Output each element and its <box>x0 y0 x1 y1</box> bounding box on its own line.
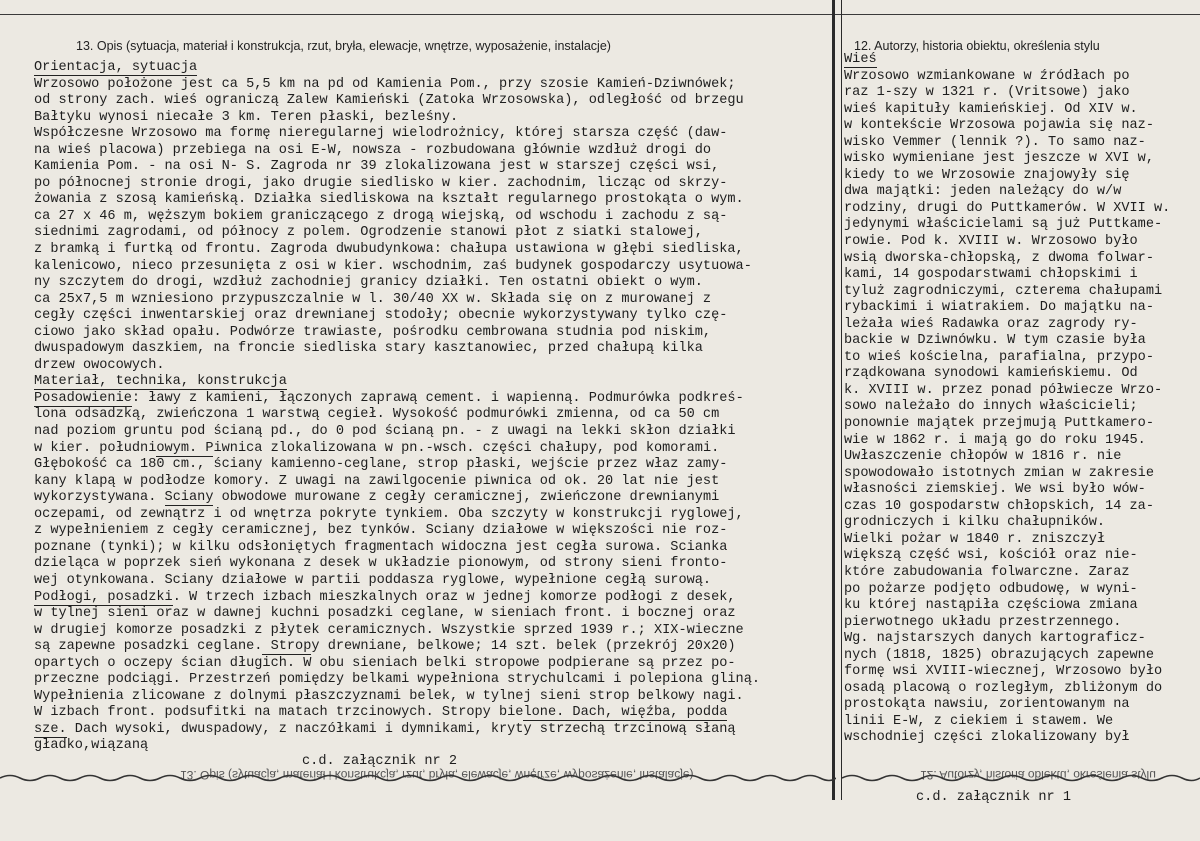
history-line: k. XVIII w. przez ponad półwiecze Wrzo- <box>844 382 1163 398</box>
history-line: wisko Vemmer (lennik ?). To samo naz- <box>844 134 1146 150</box>
history-line: Wielki pożar w 1840 r. zniszczył <box>844 531 1106 547</box>
description-line: sze. Dach wysoki, dwuspadowy, z naczółkami i dymnikami, kryty strzechą trzcinową słaną <box>34 721 736 737</box>
top-rule <box>0 14 1200 15</box>
description-line: Wrzosowo położone jest ca 5,5 km na pd od Kamienia Pom., przy szosie Kamień-Dziwnówek; <box>34 76 736 92</box>
section-12-header: 12. Autorzy, historia obiektu, określenia stylu <box>854 39 1100 53</box>
history-line: wieś kapituły kamieńskiej. Od XIV w. <box>844 101 1138 117</box>
history-line: czas 10 gospodarstw chłopskich, 14 za- <box>844 498 1154 514</box>
column-divider-thin <box>841 0 842 800</box>
description-line: Głębokość ca 180 cm., ściany kamienno-ceglane, strop płaski, wejście przez właz zamy- <box>34 457 728 473</box>
description-line: ca 25x7,5 m wzniesiono przypuszczalnie w l. 30/40 XX w. Składa się on z murowanej z <box>34 291 712 307</box>
description-line: żowania z szosą kamieńską. Działka siedliskowa na kształt regularnego prostokąta o wym. <box>34 192 744 208</box>
history-line: rodziny, drugi do Puttkamerów. W XVII w. <box>844 200 1171 216</box>
history-line: osadą placową o rozległym, zbliżonym do <box>844 680 1163 696</box>
history-line: dwa majątki: jeden należący do w/w <box>844 184 1122 200</box>
underlined-heading: Strop <box>262 639 312 655</box>
description-line: w kier. południowym. Piwnica zlokalizowana w pn.-wsch. części chałupy, pod komorami. <box>34 440 720 456</box>
section-13-header: 13. Opis (sytuacja, materiał i konstrukcja, rzut, bryła, elewacje, wnętrze, wyposażenie, instalacje) <box>76 39 611 53</box>
description-line: dzieląca w poprzek sień wykonana z desek w układzie pionowym, od strony sieni fronto- <box>34 556 728 572</box>
description-column <box>34 60 830 755</box>
description-line <box>34 60 830 77</box>
description-line: Wypełnienia zlicowane z dolnymi płaszczyznami belek, w tylnej sieni strop belkowy nagi. <box>34 688 744 704</box>
description-line: od strony zach. wieś ograniczą Zalew Kamieński (Zatoka Wrzosowska), odległość od brzegu <box>34 93 744 109</box>
history-line: to wieś kościelna, parafialna, przypo- <box>844 349 1154 365</box>
history-line <box>844 52 1194 69</box>
history-line: rowie. Pod k. XVIII w. Wrzosowo było <box>844 234 1138 250</box>
continuation-note-left: c.d. załącznik nr 2 <box>302 754 457 769</box>
description-line: Współczesne Wrzosowo ma formę nieregularnej wielodrożnicy, której starsza część (daw- <box>34 126 728 142</box>
description-line: są zapewne posadzki ceglane. Stropy drewniane, belkowe; 14 szt. belek (przekrój 20x20) <box>34 639 736 655</box>
torn-edge-left <box>0 770 836 784</box>
description-line: ciowo jako skład opału. Podwórze trawiaste, pośrodku cembrowana studnia pod niskim, <box>34 324 712 340</box>
description-line: przeczne podciągi. Przestrzeń pomiędzy belkami wypełniona strychulcami i polepiona gliną. <box>34 672 761 688</box>
history-line: pierwotnego układu przestrzennego. <box>844 614 1122 630</box>
description-line: w tylnej sieni oraz w dawnej kuchni posadzki ceglane, w sieniach front. i bocznej oraz <box>34 606 736 622</box>
description-line: ca 27 x 46 m, węższym bokiem graniczącego z drogą wiejską, od wschodu i zachodu z są- <box>34 208 728 224</box>
history-line: wsią dworska-chłopską, z dwoma folwar- <box>844 250 1154 266</box>
description-line: na wieś placowa) przebiega na osi E-W, nowsza - rozbudowana głównie wzdłuż drogi do <box>34 142 712 158</box>
column-divider-thick <box>832 0 835 800</box>
history-line: w kontekście Wrzosowa pojawia się naz- <box>844 118 1154 134</box>
history-line: po pożarze podjęto odbudowę, w wyni- <box>844 581 1138 597</box>
description-line: w drugiej komorze posadzki z płytek ceramicznych. Wszystkie sprzed 1939 r.; XIX-wieczne <box>34 622 744 638</box>
description-line: Kamienia Pom. - na osi N- S. Zagroda nr 39 zlokalizowana jest w starszej części wsi, <box>34 159 720 175</box>
history-line: ku której nastąpiła częściowa zmiana <box>844 598 1138 614</box>
description-line: W izbach front. podsufitki na matach trzcinowych. Stropy bielone. Dach, więźba, podda <box>34 705 728 721</box>
history-line: które zabudowania folwarczne. Zaraz <box>844 564 1130 580</box>
description-line: siednimi zagrodami, od północy z polem. Ogrodzenie stanowi płot z siatki stalowej, <box>34 225 703 241</box>
description-line: opartych o oczepy ścian długich. W obu sieniach belki stropowe podpierane są przez po- <box>34 655 736 671</box>
description-line: lona odsadzką, zwieńczona 1 warstwą cegieł. Wysokość podmurówki zmienna, od ca 50 cm <box>34 407 720 423</box>
underlined-heading: Podłogi, posadzki <box>34 589 173 605</box>
mirrored-header-right: 12. Autorzy, historia obiektu, określenia stylu <box>920 768 1156 782</box>
description-line: Podłogi, posadzki. W trzech izbach mieszkalnych oraz w jednej komorze podłogi z desek, <box>34 589 736 605</box>
underlined-heading: sze. <box>34 721 67 737</box>
history-line: kami, 14 gospodarstwami chłopskimi i <box>844 267 1138 283</box>
underlined-heading: owym. P <box>156 440 214 456</box>
description-line: oczepami, od zewnątrz i od wnętrza pokryte tynkiem. Oba szczyty w konstrukcji ryglowej, <box>34 506 744 522</box>
description-line: kany klapą w podłodze komory. Z uwagi na zawilgocenie piwnica od ok. 20 lat nie jest <box>34 473 720 489</box>
underlined-heading: lone. Dach, więźba, podda <box>523 705 728 721</box>
history-line: spowodowało istotnych zmian w zakresie <box>844 465 1154 481</box>
description-line: wykorzystywana. Ściany obwodowe murowane z cegły ceramicznej, zwieńczone drewnianymi <box>34 490 720 506</box>
description-line: ny szczytem do drogi, wzdłuż zachodniej granicy działki. Ten ostatni obiekt o wym. <box>34 275 703 291</box>
history-line: kiedy to we Wrzosowie znajowyły się <box>844 167 1130 183</box>
history-line: wschodniej części zlokalizowany był <box>844 730 1130 746</box>
description-line: Bałtyku wynosi niecałe 3 km. Teren płaski, bezleśny. <box>34 109 459 125</box>
history-line: jedynymi właścicielami są już Puttkame- <box>844 217 1163 233</box>
history-line: linii E-W, z ciekiem i stawem. We <box>844 713 1114 729</box>
description-line: z bramką i furtką od frontu. Zagroda dwubudynkowa: chałupa ustawiona w głębi siedliska, <box>34 242 744 258</box>
history-line: formę wsi XVIII-wiecznej, Wrzosowo było <box>844 664 1163 680</box>
description-line: kalenicowo, nieco przesunięta z osi w kier. wschodnim, zaś budynek gospodarczy usytuowa- <box>34 258 752 274</box>
history-line: ponownie majątek przejmują Puttkamero- <box>844 416 1154 432</box>
history-line: Wg. najstarszych danych kartograficz- <box>844 631 1146 647</box>
description-line: wej otynkowana. Ściany działowe w partii poddasza ryglowe, wypełnione cegłą surową. <box>34 572 712 588</box>
history-line: leżała wieś Radawka oraz zagrody ry- <box>844 316 1138 332</box>
description-line: Posadowienie: ławy z kamieni, łączonych zaprawą cement. i wapienną. Podmurówka podkreś- <box>34 390 744 406</box>
history-line: wisko wymieniane jest jeszcze w XVI w, <box>844 151 1154 167</box>
history-line: Uwłaszczenie chłopów w 1816 r. nie <box>844 449 1122 465</box>
history-line: własności ziemskiej. We wsi było wów- <box>844 482 1146 498</box>
underlined-heading: Ściany <box>164 490 214 506</box>
underlined-heading: Wieś <box>844 52 877 67</box>
description-line: dwuspadowym daszkiem, na froncie siedliska stary kasztanowiec, przed chałupą kilka <box>34 341 703 357</box>
history-line: tyluż zagrodniczymi, czterema chałupami <box>844 283 1163 299</box>
continuation-note-right: c.d. załącznik nr 1 <box>916 790 1071 805</box>
history-line: rządkowana synodowi kamieńskiemu. Od <box>844 366 1138 382</box>
history-column <box>844 52 1194 747</box>
description-line: gładko,wiązaną <box>34 738 149 754</box>
history-line: backie w Dziwnówku. W tym czasie była <box>844 333 1146 349</box>
description-line: poznane (tynki); w kilku odsłoniętych fragmentach widoczna jest cegła surowa. Ścianka <box>34 539 728 555</box>
description-line: drzew owocowych. <box>34 357 165 373</box>
underlined-heading: Posadowienie <box>34 390 132 406</box>
history-line: rybackimi i wiatrakiem. Do majątku na- <box>844 300 1154 316</box>
description-line: z wypełnieniem z cegły ceramicznej, bez tynków. Ściany działowe w większości nie roz- <box>34 523 728 539</box>
description-line: po północnej stronie drogi, jako drugie siedlisko w kier. zachodnim, licząc od skrzy- <box>34 175 728 191</box>
underlined-heading: Orientacja, sytuacja <box>34 60 198 75</box>
history-line: prostokąta nawsiu, zorientowanym na <box>844 697 1130 713</box>
history-line: sowo należało do innych właścicieli; <box>844 399 1138 415</box>
history-line: wie w 1862 r. i mają go do roku 1945. <box>844 432 1146 448</box>
history-line: Wrzosowo wzmiankowane w źródłach po <box>844 68 1130 84</box>
history-line: nych (1818, 1825) obrazujących zapewne <box>844 647 1154 663</box>
history-line: raz 1-szy w 1321 r. (Vritsowe) jako <box>844 85 1130 101</box>
history-line: większą część wsi, kościół oraz nie- <box>844 548 1138 564</box>
history-line: grodniczych i kilku chałupników. <box>844 515 1106 531</box>
underlined-heading: Materiał, technika, konstrukcja <box>34 374 287 390</box>
torn-edge-right <box>842 770 1200 784</box>
description-line: cegły części inwentarskiej oraz drewnianej stodoły; obecnie wykorzystywany tylko czę- <box>34 308 728 324</box>
mirrored-header-left: 13. Opis (sytuacja, materiał i konstrukcja, rzut, bryła, elewacje, wnętrze, wyposażenie, instalacje) <box>180 768 694 782</box>
description-line <box>34 374 830 391</box>
description-line: nad poziom gruntu pod ścianą pd., do 0 pod ścianą pn. - z uwagi na lekki skłon działki <box>34 424 736 440</box>
